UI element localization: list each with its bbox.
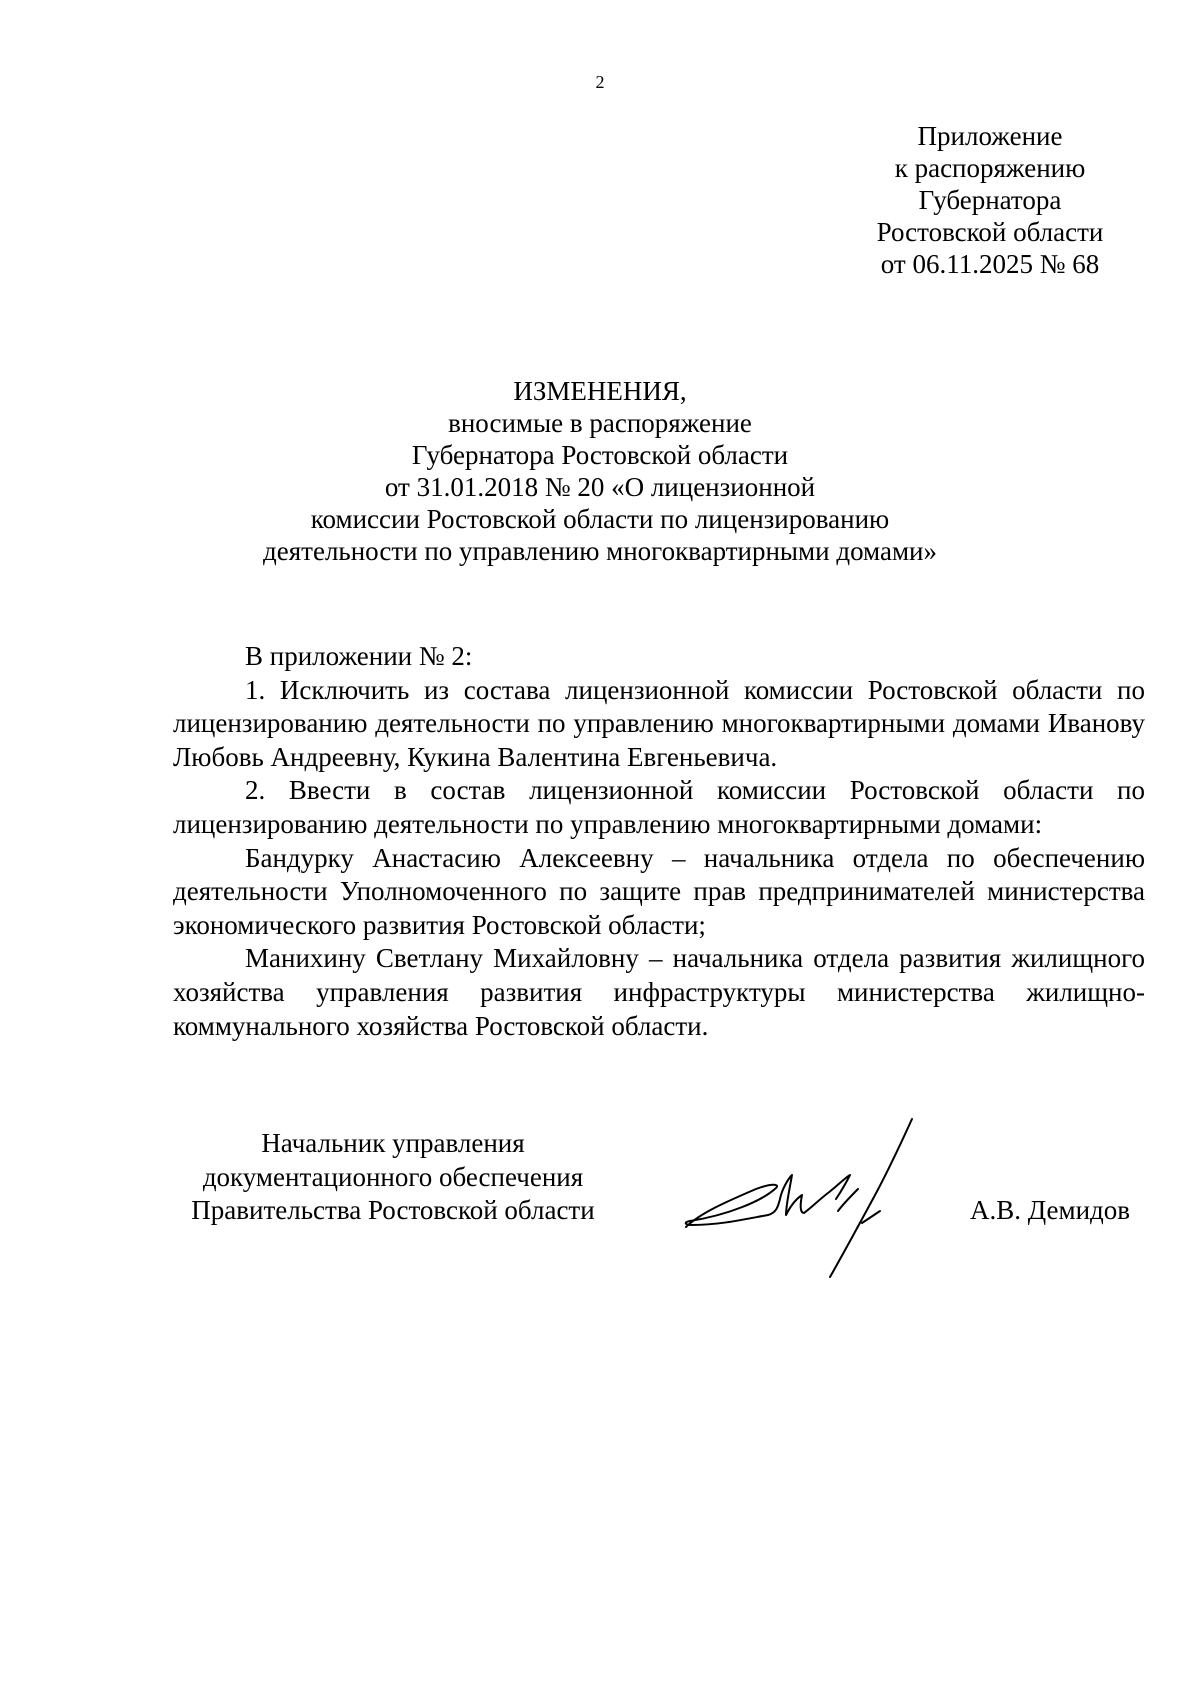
heading-line: от 31.01.2018 № 20 «О лицензионной xyxy=(384,472,816,502)
annex-line: Приложение xyxy=(917,121,1063,151)
heading-line: вносимые в распоряжение xyxy=(448,408,752,438)
signatory-position xyxy=(173,1127,613,1228)
annex-header xyxy=(770,120,1200,280)
annex-date-line: от 06.11.2025 № 68 xyxy=(880,249,1100,279)
body-item-1: 1. Исключить из состава лицензионной комиссии Ростовской области по лицензированию деятельности по управлению многоквартирными домами Иванову Любовь Андреевну, Кукина Валентина Евгеньевича. xyxy=(173,674,1145,772)
document-title: ИЗМЕНЕНИЯ, xyxy=(513,376,687,406)
page-number: 2 xyxy=(595,72,605,92)
signatory-name: А.В. Демидов xyxy=(970,1195,1131,1225)
annex-line: к распоряжению xyxy=(894,153,1086,183)
signatory-position-line: Правительства Ростовской области xyxy=(191,1195,595,1225)
signatory-position-line: документационного обеспечения xyxy=(202,1161,584,1192)
body-member-2: Манихину Светлану Михайловну – начальника отдела развития жилищного хозяйства управления развития инфраструктуры министерства жилищно-коммунального хозяйства Ростовской области. xyxy=(173,943,1145,1041)
heading-line: деятельности по управлению многоквартирными домами» xyxy=(263,536,937,566)
heading-line: комиссии Ростовской области по лицензированию xyxy=(310,504,890,534)
body-member-1: Бандурку Анастасию Алексеевну – начальника отдела по обеспечению деятельности Уполномоченного по защите прав предпринимателей министерства экономического развития Ростовской области; xyxy=(173,842,1145,940)
body-item-2: 2. Ввести в состав лицензионной комиссии Ростовской области по лицензированию деятельности по управлению многоквартирными домами: xyxy=(173,775,1145,839)
annex-line: Губернатора xyxy=(918,185,1062,215)
annex-line: Ростовской области xyxy=(876,217,1104,247)
document-body xyxy=(173,640,1145,1043)
heading-line: Губернатора Ростовской области xyxy=(411,440,789,470)
body-intro: В приложении № 2: xyxy=(245,641,473,671)
document-heading xyxy=(175,375,1025,567)
handwritten-signature xyxy=(680,1115,960,1290)
signatory-position-line: Начальник управления xyxy=(261,1128,525,1158)
